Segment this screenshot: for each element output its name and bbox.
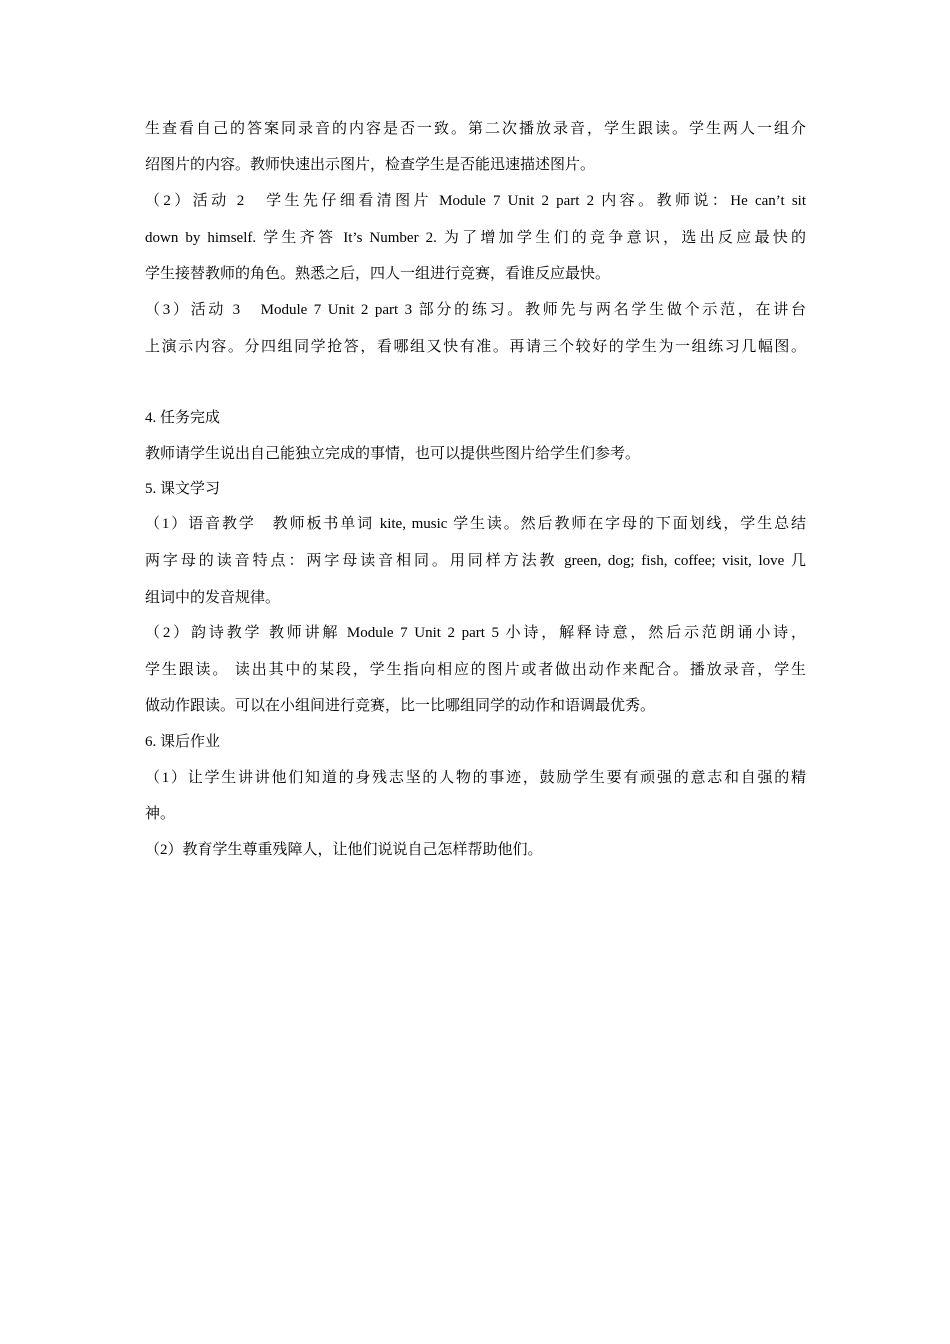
paragraph-line: 做动作跟读。可以在小组间进行竞赛，比一比哪组同学的动作和语调最优秀。 [145,698,656,714]
paragraph-line: （2）教育学生尊重残障人，让他们说说自己怎样帮助他们。 [145,842,543,858]
paragraph-line: 学生接替教师的角色。熟悉之后，四人一组进行竞赛，看谁反应最快。 [145,266,611,282]
section-heading: 5. 课文学习 [145,481,221,497]
paragraph-line: 组词中的发音规律。 [145,590,281,606]
paragraph-line: 神。 [145,806,176,822]
paragraph-line: 学生跟读。 读出其中的某段，学生指向相应的图片或者做出动作来配合。播放录音，学生 [145,662,806,678]
paragraph-line: （2）活动 2 学生先仔细看清图片 Module 7 Unit 2 part 2 内容。教师说：He can’t sit [145,193,806,209]
paragraph-line: （1）让学生讲讲他们知道的身残志坚的人物的事迹，鼓励学生要有顽强的意志和自强的精 [145,770,806,786]
paragraph-line: 生查看自己的答案同录音的内容是否一致。第二次播放录音，学生跟读。学生两人一组介 [145,121,806,137]
paragraph-line: down by himself. 学生齐答 It’s Number 2. 为了增加学生们的竞争意识，选出反应最快的 [145,230,806,246]
paragraph-line: （1）语音教学 教师板书单词 kite, music 学生读。然后教师在字母的下面划线，学生总结 [145,516,806,532]
section-heading: 6. 课后作业 [145,734,221,750]
paragraph-line: （3）活动 3 Module 7 Unit 2 part 3 部分的练习。教师先与两名学生做个示范，在讲台 [145,302,806,318]
paragraph-line: 教师请学生说出自己能独立完成的事情，也可以提供些图片给学生们参考。 [145,446,641,462]
section-heading: 4. 任务完成 [145,410,221,426]
paragraph-line: 绍图片的内容。教师快速出示图片，检查学生是否能迅速描述图片。 [145,157,596,173]
paragraph-line: 两字母的读音特点：两字母读音相同。用同样方法教 green, dog; fish, coffee; visit, love 几 [145,553,806,569]
paragraph-line: 上演示内容。分四组同学抢答，看哪组又快有准。再请三个较好的学生为一组练习几幅图。 [145,339,806,355]
paragraph-line: （2）韵诗教学 教师讲解 Module 7 Unit 2 part 5 小诗，解释诗意，然后示范朗诵小诗， [145,625,806,641]
